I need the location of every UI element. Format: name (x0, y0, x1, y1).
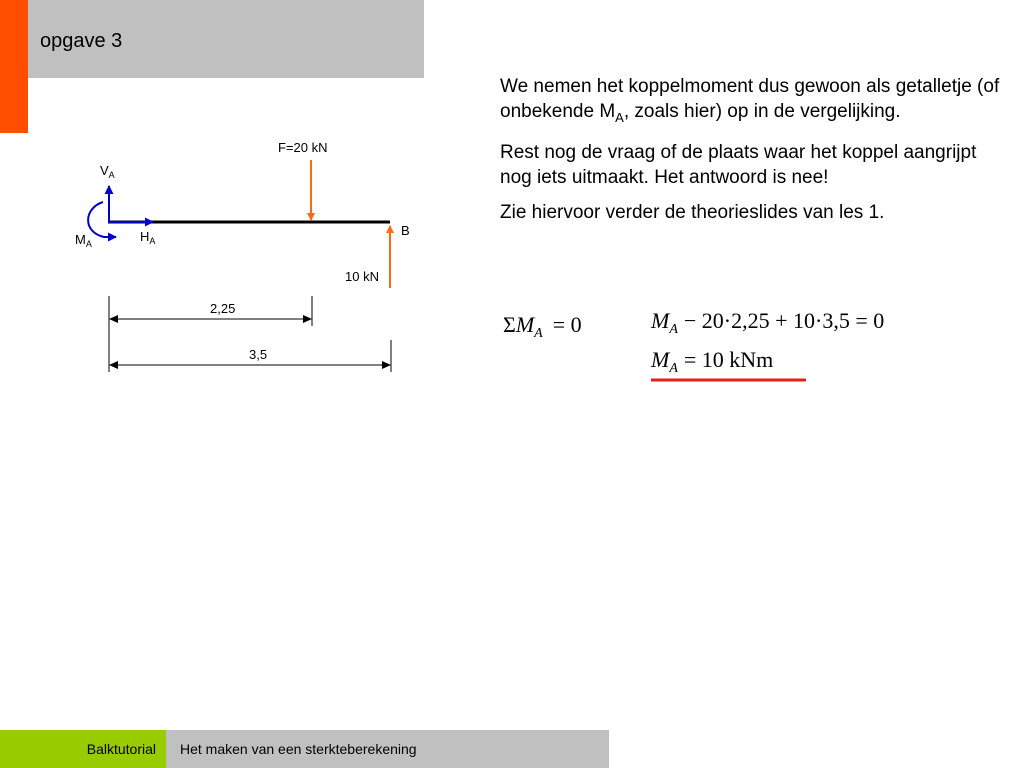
footer-section-left (0, 730, 166, 768)
ma-moment-arrow (88, 202, 116, 237)
paragraph-2: Rest nog de vraag of de plaats waar het koppel aangrijpt nog iets uitmaakt. Het antwoord is nee! (500, 141, 977, 188)
dim-label-2: 3,5 (249, 347, 268, 362)
paragraph-3: Zie hiervoor verder de theorieslides van les 1. (500, 201, 885, 223)
reaction-label: 10 kN (345, 269, 379, 284)
footer-section-right (166, 730, 609, 768)
equation-sum: $\Sigma M_A = 0$ (503, 312, 582, 341)
force-label: F=20 kN (278, 140, 328, 155)
paragraph-1: We nemen het koppelmoment dus gewoon als getalletje (of onbekende $M_A$, zoals hier) op in de vergelijking. (500, 76, 1000, 125)
footer (0, 730, 609, 768)
point-b-label: B (401, 223, 410, 238)
slide-title: opgave 3 (40, 30, 123, 52)
ma-label: $M_A$ (75, 232, 92, 249)
ha-label: $H_A$ (140, 229, 156, 246)
footer-left-label: Balktutorial (86, 741, 156, 757)
equation-result: $M_A = 10$ kNm (651, 347, 774, 376)
dim-label-1: 2,25 (210, 301, 236, 316)
equation-expanded: $M_A - 20\cdot 2,25 + 10\cdot 3,5 = 0$ (651, 308, 885, 337)
va-label: $V_A$ (100, 163, 115, 180)
footer-right-label: Het maken van een sterkteberekening (180, 741, 417, 757)
